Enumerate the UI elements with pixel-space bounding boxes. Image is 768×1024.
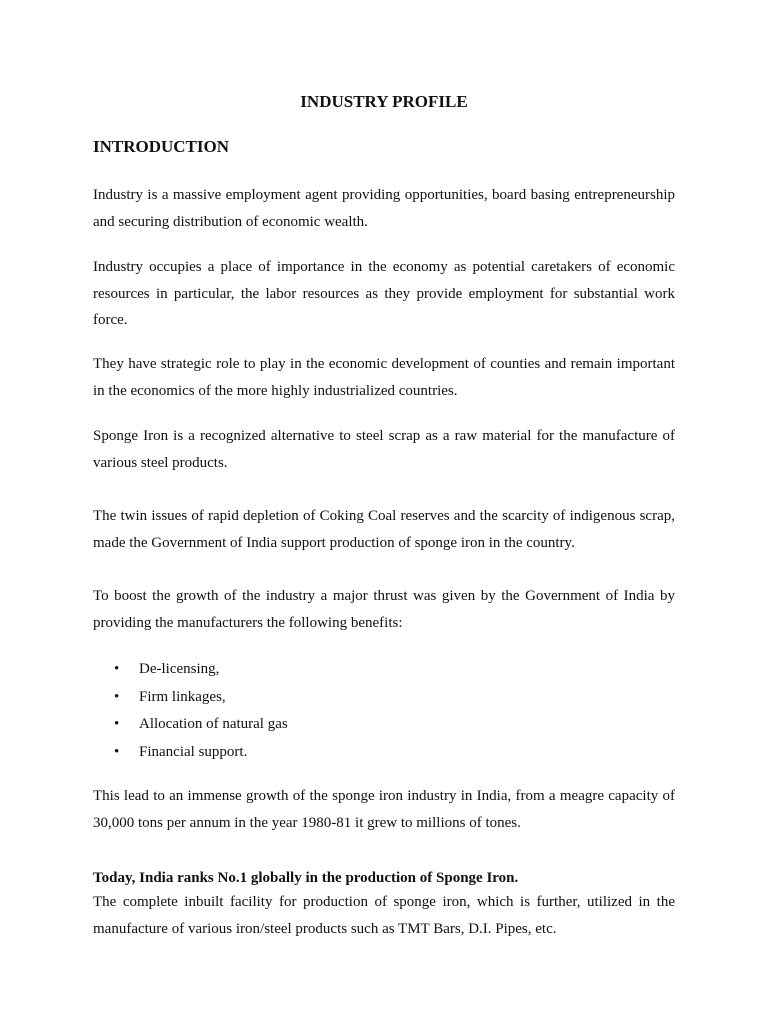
list-item-text: Firm linkages,	[139, 688, 226, 705]
paragraph: Industry is a massive employment agent providing opportunities, board basing entrepreneurship and securing distribution of economic wealth.	[93, 187, 675, 230]
benefits-list	[114, 656, 288, 766]
bullet-icon: •	[114, 661, 120, 677]
list-item	[114, 739, 288, 767]
bullet-icon: •	[114, 688, 120, 705]
list-item-text: De-licensing,	[139, 661, 220, 677]
bullet-icon: •	[114, 716, 120, 732]
paragraph: They have strategic role to play in the economic development of counties and remain important in the economics of the more highly industrialized countries.	[93, 356, 675, 399]
paragraph: This lead to an immense growth of the sponge iron industry in India, from a meagre capacity of 30,000 tons per annum in the year 1980-81 it grew to millions of tones.	[93, 788, 675, 831]
section-heading: INTRODUCTION	[93, 137, 230, 156]
bullet-icon: •	[114, 743, 120, 760]
paragraph: The twin issues of rapid depletion of Coking Coal reserves and the scarcity of indigenous scrap, made the Government of India support production of sponge iron in the country.	[93, 508, 675, 551]
paragraph: The complete inbuilt facility for production of sponge iron, which is further, utilized in the manufacture of various iron/steel products such as TMT Bars, D.I. Pipes, etc.	[93, 894, 675, 937]
list-item	[114, 656, 288, 684]
list-item	[114, 684, 288, 712]
list-item-text: Financial support.	[139, 743, 248, 760]
paragraph: To boost the growth of the industry a major thrust was given by the Government of India by providing the manufacturers the following benefits:	[93, 588, 675, 631]
list-item	[114, 711, 288, 739]
paragraph: Industry occupies a place of importance in the economy as potential caretakers of economic resources in particular, the labor resources as they provide employment for substantial work force.	[93, 259, 675, 328]
highlight-statement: Today, India ranks No.1 globally in the production of Sponge Iron.	[93, 870, 519, 886]
paragraph: Sponge Iron is a recognized alternative to steel scrap as a raw material for the manufacture of various steel products.	[93, 428, 675, 471]
list-item-text: Allocation of natural gas	[139, 716, 288, 732]
page-title: INDUSTRY PROFILE	[300, 92, 468, 111]
